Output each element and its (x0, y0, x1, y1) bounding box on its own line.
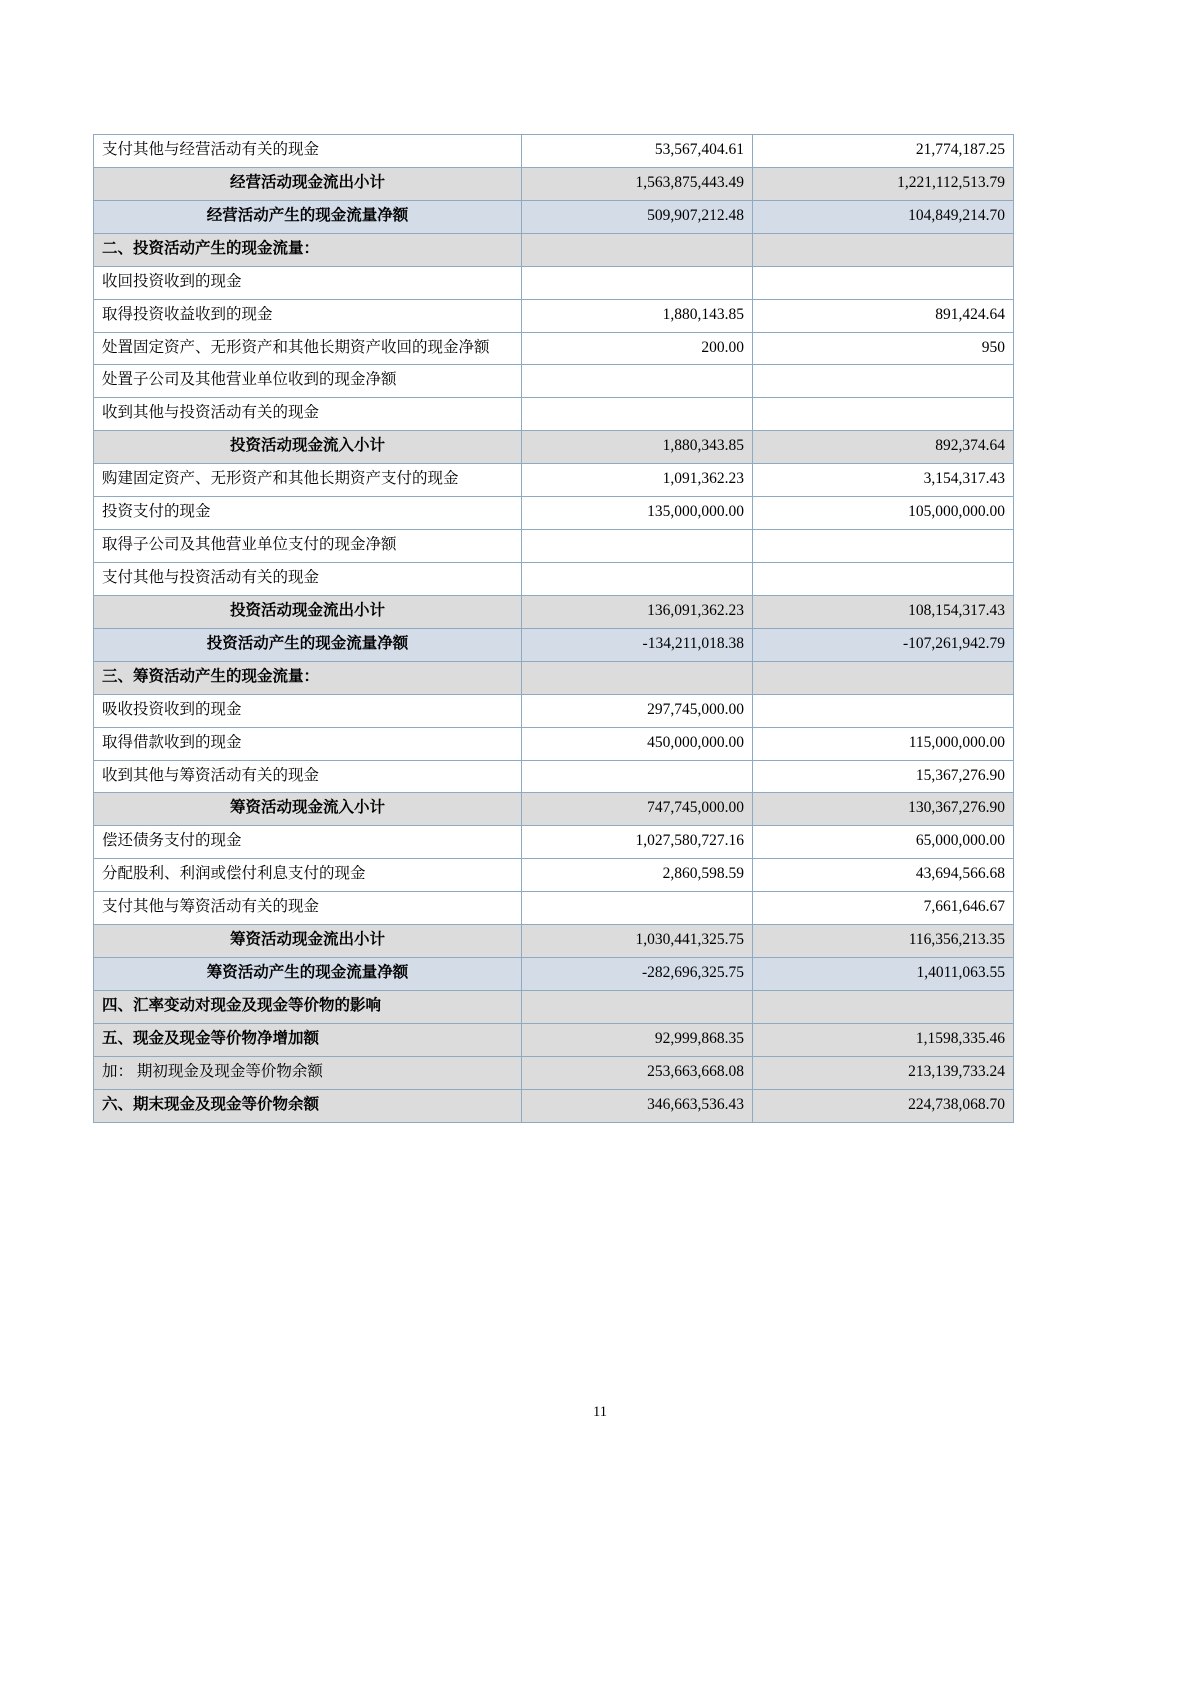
row-value-current: 2,860,598.59 (522, 859, 753, 892)
row-label: 经营活动现金流出小计 (94, 167, 522, 200)
row-value-current: 92,999,868.35 (522, 1023, 753, 1056)
table-row (94, 167, 1014, 200)
table-row (94, 135, 1014, 168)
row-label: 吸收投资收到的现金 (94, 694, 522, 727)
row-value-current (522, 562, 753, 595)
row-value-current: 1,091,362.23 (522, 464, 753, 497)
row-label: 六、期末现金及现金等价物余额 (94, 1089, 522, 1122)
table-row (94, 1089, 1014, 1122)
row-label: 支付其他与经营活动有关的现金 (94, 135, 522, 168)
row-value-prior: 116,356,213.35 (753, 925, 1014, 958)
row-value-current: 450,000,000.00 (522, 727, 753, 760)
table-row (94, 595, 1014, 628)
row-value-current: 200.00 (522, 332, 753, 365)
table-row (94, 233, 1014, 266)
table-row (94, 1023, 1014, 1056)
row-label: 筹资活动现金流出小计 (94, 925, 522, 958)
row-value-current (522, 266, 753, 299)
row-value-current (522, 233, 753, 266)
row-value-prior: 892,374.64 (753, 431, 1014, 464)
table-row (94, 925, 1014, 958)
table-row (94, 266, 1014, 299)
row-value-prior (753, 266, 1014, 299)
row-value-prior: 15,367,276.90 (753, 760, 1014, 793)
table-row (94, 530, 1014, 563)
row-value-prior: 65,000,000.00 (753, 826, 1014, 859)
row-value-prior (753, 661, 1014, 694)
row-label: 投资支付的现金 (94, 497, 522, 530)
table-row (94, 398, 1014, 431)
table-row (94, 299, 1014, 332)
row-label: 购建固定资产、无形资产和其他长期资产支付的现金 (94, 464, 522, 497)
row-value-prior: 3,154,317.43 (753, 464, 1014, 497)
row-label: 四、汇率变动对现金及现金等价物的影响 (94, 990, 522, 1023)
table-row (94, 365, 1014, 398)
row-value-current: 747,745,000.00 (522, 793, 753, 826)
row-value-current: 136,091,362.23 (522, 595, 753, 628)
table-row (94, 694, 1014, 727)
table-row (94, 464, 1014, 497)
row-value-current: 1,030,441,325.75 (522, 925, 753, 958)
row-label: 加： 期初现金及现金等价物余额 (94, 1056, 522, 1089)
row-label: 收回投资收到的现金 (94, 266, 522, 299)
row-value-current: -282,696,325.75 (522, 958, 753, 991)
row-label: 投资活动产生的现金流量净额 (94, 628, 522, 661)
table-row (94, 826, 1014, 859)
row-value-prior (753, 694, 1014, 727)
row-value-current: 1,880,343.85 (522, 431, 753, 464)
row-label: 取得借款收到的现金 (94, 727, 522, 760)
table-row (94, 562, 1014, 595)
row-label: 二、投资活动产生的现金流量： (94, 233, 522, 266)
row-label: 偿还债务支付的现金 (94, 826, 522, 859)
row-label: 取得投资收益收到的现金 (94, 299, 522, 332)
row-label: 投资活动现金流出小计 (94, 595, 522, 628)
row-value-prior (753, 398, 1014, 431)
table-row (94, 628, 1014, 661)
row-label: 筹资活动产生的现金流量净额 (94, 958, 522, 991)
row-value-prior: -107,261,942.79 (753, 628, 1014, 661)
row-value-current: 53,567,404.61 (522, 135, 753, 168)
row-label: 三、筹资活动产生的现金流量： (94, 661, 522, 694)
table-row (94, 760, 1014, 793)
row-value-current: -134,211,018.38 (522, 628, 753, 661)
row-value-current: 1,027,580,727.16 (522, 826, 753, 859)
row-value-current (522, 661, 753, 694)
table-row (94, 859, 1014, 892)
table-row (94, 793, 1014, 826)
row-label: 支付其他与投资活动有关的现金 (94, 562, 522, 595)
row-label: 收到其他与筹资活动有关的现金 (94, 760, 522, 793)
page-number: 11 (593, 1404, 607, 1420)
row-value-current: 1,563,875,443.49 (522, 167, 753, 200)
table-row (94, 431, 1014, 464)
row-value-current (522, 760, 753, 793)
row-value-current (522, 990, 753, 1023)
row-value-prior: 1,1598,335.46 (753, 1023, 1014, 1056)
row-value-prior: 7,661,646.67 (753, 892, 1014, 925)
row-value-current (522, 892, 753, 925)
row-value-current: 253,663,668.08 (522, 1056, 753, 1089)
row-value-prior: 104,849,214.70 (753, 200, 1014, 233)
table-row (94, 727, 1014, 760)
row-label: 取得子公司及其他营业单位支付的现金净额 (94, 530, 522, 563)
row-value-current: 297,745,000.00 (522, 694, 753, 727)
table-body (94, 135, 1014, 1123)
table-row (94, 200, 1014, 233)
row-value-prior: 950 (753, 332, 1014, 365)
table-row (94, 497, 1014, 530)
row-value-prior (753, 990, 1014, 1023)
row-label: 经营活动产生的现金流量净额 (94, 200, 522, 233)
table-row (94, 958, 1014, 991)
row-value-prior: 105,000,000.00 (753, 497, 1014, 530)
row-value-prior: 891,424.64 (753, 299, 1014, 332)
row-value-current (522, 530, 753, 563)
row-label: 处置固定资产、无形资产和其他长期资产收回的现金净额 (94, 332, 522, 365)
row-label: 投资活动现金流入小计 (94, 431, 522, 464)
row-value-current: 1,880,143.85 (522, 299, 753, 332)
row-value-prior (753, 562, 1014, 595)
row-value-prior (753, 530, 1014, 563)
row-label: 五、现金及现金等价物净增加额 (94, 1023, 522, 1056)
row-value-current: 509,907,212.48 (522, 200, 753, 233)
row-value-prior: 213,139,733.24 (753, 1056, 1014, 1089)
row-value-current (522, 398, 753, 431)
table-row (94, 892, 1014, 925)
row-label: 支付其他与筹资活动有关的现金 (94, 892, 522, 925)
table-row (94, 1056, 1014, 1089)
cash-flow-table (93, 134, 1014, 1123)
row-value-prior: 115,000,000.00 (753, 727, 1014, 760)
row-value-prior: 224,738,068.70 (753, 1089, 1014, 1122)
row-label: 收到其他与投资活动有关的现金 (94, 398, 522, 431)
row-label: 分配股利、利润或偿付利息支付的现金 (94, 859, 522, 892)
cash-flow-statement-table (93, 134, 1013, 1123)
row-value-current: 135,000,000.00 (522, 497, 753, 530)
table-row (94, 332, 1014, 365)
row-value-prior: 1,4011,063.55 (753, 958, 1014, 991)
row-value-current (522, 365, 753, 398)
row-value-prior: 43,694,566.68 (753, 859, 1014, 892)
row-value-prior: 130,367,276.90 (753, 793, 1014, 826)
row-value-prior (753, 365, 1014, 398)
row-value-prior: 1,221,112,513.79 (753, 167, 1014, 200)
row-value-prior: 108,154,317.43 (753, 595, 1014, 628)
row-value-prior (753, 233, 1014, 266)
table-row (94, 661, 1014, 694)
row-label: 处置子公司及其他营业单位收到的现金净额 (94, 365, 522, 398)
row-value-prior: 21,774,187.25 (753, 135, 1014, 168)
row-label: 筹资活动现金流入小计 (94, 793, 522, 826)
table-row (94, 990, 1014, 1023)
row-value-current: 346,663,536.43 (522, 1089, 753, 1122)
